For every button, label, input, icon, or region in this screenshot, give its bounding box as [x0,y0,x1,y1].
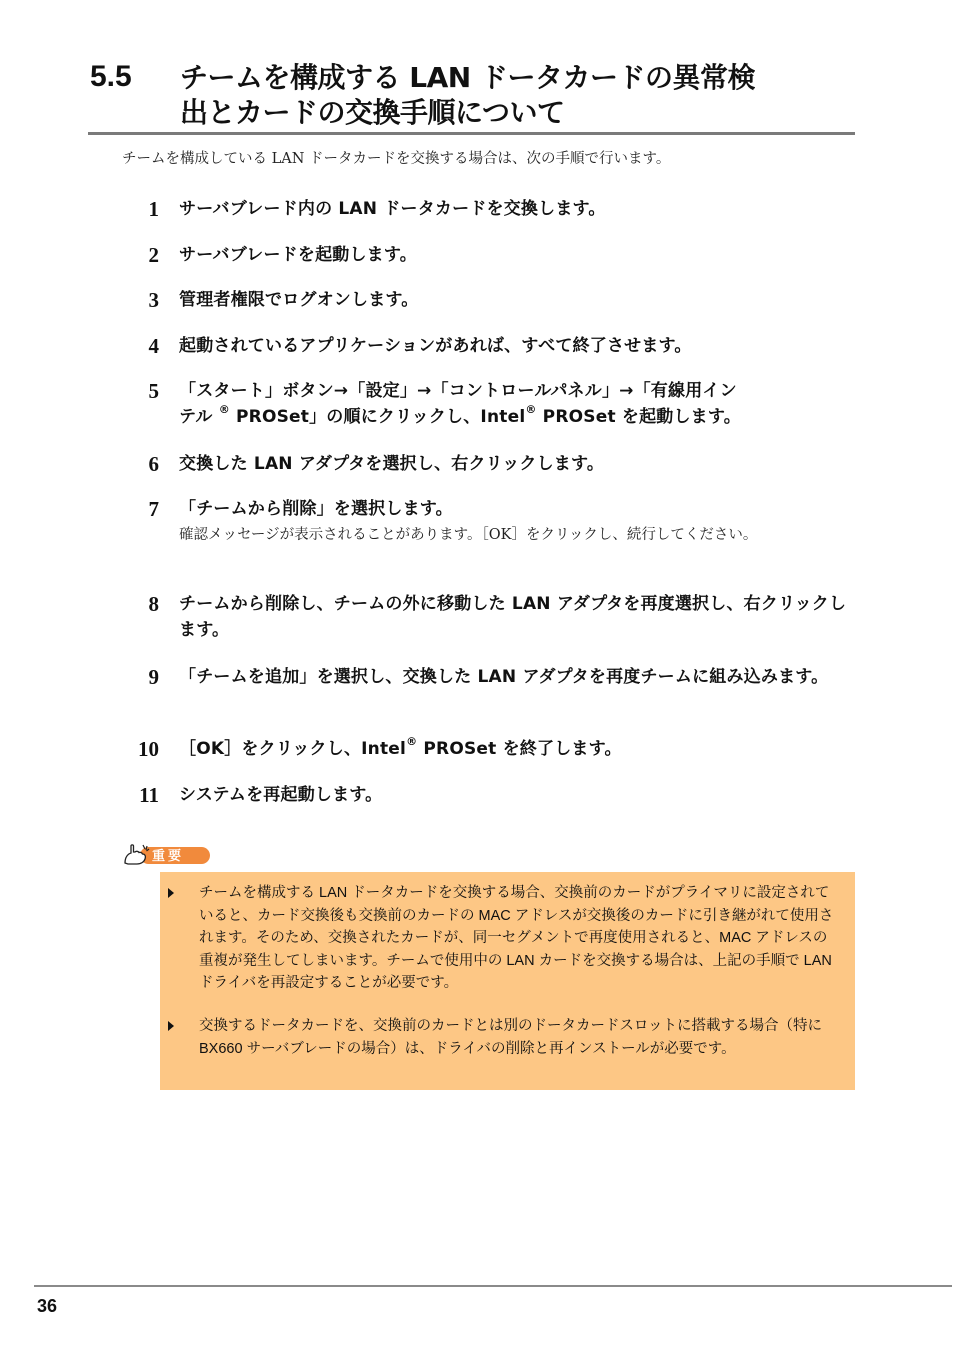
step-text: サーバブレードを起動します。 [179,245,417,265]
registered-mark: ® [218,403,230,417]
step-number: 2 [148,243,159,267]
section-title [180,60,850,130]
step-number: 7 [148,497,159,521]
step-number: 11 [139,783,159,807]
triangle-bullet-icon [168,1021,174,1031]
triangle-bullet-icon [168,888,174,898]
registered-mark: ® [525,403,537,417]
bullet-text: 交換するドータカードを、交換前のカードとは別のドータカードスロットに搭載する場合（特に BX660 サーバブレードの場合）は、ドライバの削除と再インストールが必要です。 [199,1018,823,1057]
section-title-line-1: チームを構成する LAN ドータカードの異常検 [180,61,755,94]
step-text-line-2: テル ® PROSet」の順にクリックし、Intel® PROSet を起動します。 [179,403,741,427]
important-label: 重要 [152,849,185,864]
step-text: システムを再起動します。 [179,785,383,805]
section-title-line-2: 出とカードの交換手順について [180,96,565,129]
step-text: 交換した LAN アダプタを選択し、右クリックします。 [179,454,605,474]
step-text: 「チームを追加」を選択し、交換した LAN アダプタを再度チームに組み込みます。 [179,667,829,687]
pointing-hand-icon [122,842,152,866]
step-number: 5 [148,379,159,403]
step-number: 8 [148,592,159,616]
step-number: 4 [148,334,159,358]
step-number: 6 [148,452,159,476]
intro-paragraph: チームを構成している LAN ドータカードを交換する場合は、次の手順で行います。 [122,151,671,167]
section-number: 5.5 [90,60,132,93]
step-text: 起動されているアプリケーションがあれば、すべて終了させます。 [179,336,692,356]
step-text: ［OK］をクリックし、Intel® PROSet を終了します。 [179,735,622,759]
important-box [160,872,855,1090]
footer-rule [34,1285,952,1287]
important-badge [122,842,210,866]
step-number: 10 [138,737,159,761]
registered-mark: ® [406,735,418,749]
step-text: サーバブレード内の LAN ドータカードを交換します。 [179,199,606,219]
step-text-line-1: 「スタート」ボタン→「設定」→「コントロールパネル」→「有線用イン [179,381,737,401]
step-number: 1 [148,197,159,221]
page-number: 36 [37,1296,58,1316]
section-heading [88,58,855,135]
step-number: 9 [148,665,159,689]
step-number: 3 [148,288,159,312]
step-note: 確認メッセージが表示されることがあります。［OK］をクリックし、続行してください。 [179,527,758,543]
step-text: チームから削除し、チームの外に移動した LAN アダプタを再度選択し、右クリックします。 [179,594,847,640]
bullet-text: チームを構成する LAN ドータカードを交換する場合、交換前のカードがプライマリに設定されていると、カード交換後も交換前のカードの MAC アドレスが交換後のカードに引き継がれて使用されます。そのため、交換されたカードが、同一セグメントで再度使用されると、MAC アドレスの重複が発生してしまいます。チームで使用中の LAN カードを交換する場合は、上記の手順で LAN ドライバを再設定することが必要です。 [199,885,834,991]
step-text: 「チームから削除」を選択します。 [179,499,453,519]
step-text: 管理者権限でログオンします。 [179,290,419,310]
step-text [179,378,859,430]
